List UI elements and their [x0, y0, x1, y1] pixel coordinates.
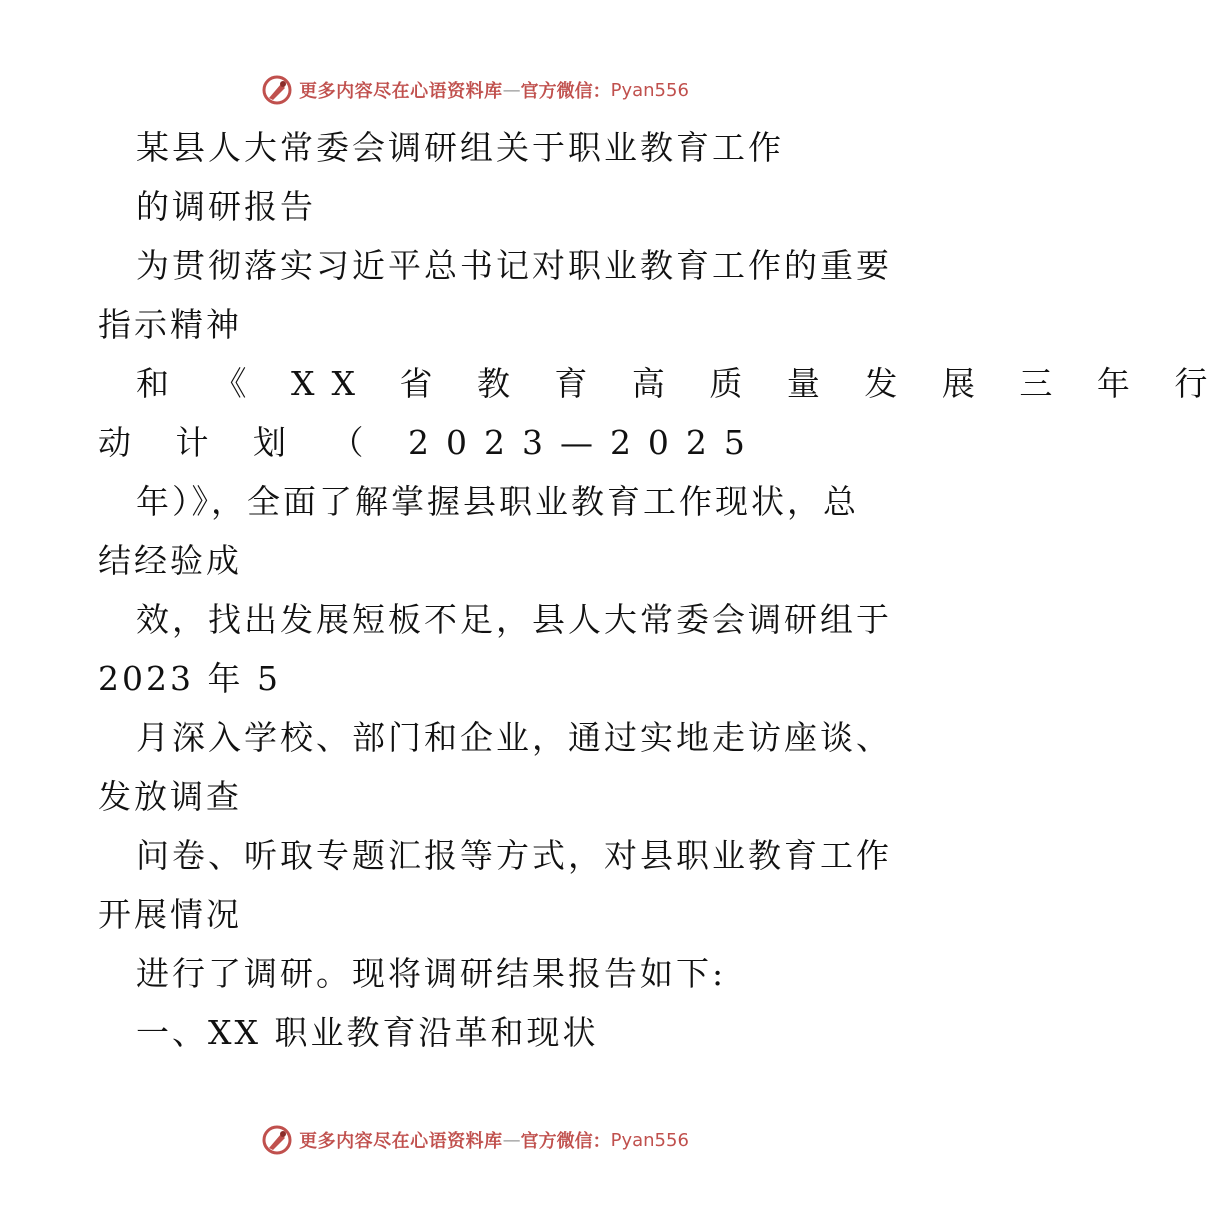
paragraph-line: 2023 年 5 — [98, 659, 281, 698]
paragraph-line: 开展情况 — [98, 895, 242, 934]
document-title-line-2: 的调研报告 — [136, 187, 316, 226]
watermark-wechat-id: Pyan556 — [610, 1129, 689, 1151]
paragraph-line: 结经验成 — [98, 541, 242, 580]
watermark-sub-text: 官方微信： — [520, 81, 611, 102]
paragraph-line: 效，找出发展短板不足，县人大常委会调研组于 — [136, 600, 892, 639]
header-watermark — [0, 70, 950, 110]
footer-watermark — [0, 1120, 950, 1160]
paragraph-line: 动 计 划 （ 2023—2025 — [98, 423, 762, 462]
document-body — [98, 118, 1224, 1062]
watermark-main-text: 更多内容尽在心语资料库 — [299, 81, 503, 102]
paragraph-line: 月深入学校、部门和企业，通过实地走访座谈、 — [136, 718, 892, 757]
paragraph-line: 进行了调研。现将调研结果报告如下: — [136, 954, 727, 993]
watermark-dash: — — [502, 79, 521, 101]
document-title-line-1: 某县人大常委会调研组关于职业教育工作 — [136, 128, 784, 167]
brand-logo-icon — [261, 1124, 293, 1156]
paragraph-line: 和 《 XX 省 教 育 高 质 量 发 展 三 年 行 — [136, 364, 1224, 403]
watermark-wechat-id: Pyan556 — [610, 79, 689, 101]
brand-logo-icon — [261, 74, 293, 106]
paragraph-line: 指示精神 — [98, 305, 242, 344]
paragraph-line: 年）》，全面了解掌握县职业教育工作现状，总 — [136, 482, 859, 521]
section-heading: 一、XX 职业教育沿革和现状 — [136, 1013, 599, 1052]
paragraph-line: 问卷、听取专题汇报等方式，对县职业教育工作 — [136, 836, 892, 875]
watermark-sub-text: 官方微信： — [520, 1131, 611, 1152]
watermark-main-text: 更多内容尽在心语资料库 — [299, 1131, 503, 1152]
paragraph-line: 发放调查 — [98, 777, 242, 816]
watermark-dash: — — [502, 1129, 521, 1151]
paragraph-line: 为贯彻落实习近平总书记对职业教育工作的重要 — [136, 246, 892, 285]
